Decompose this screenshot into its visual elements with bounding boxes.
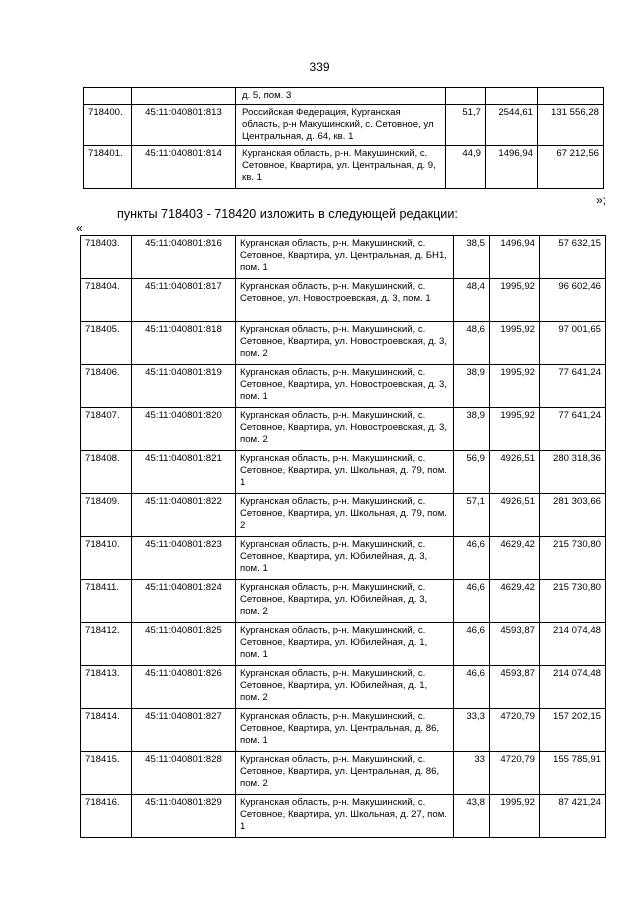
area-value: 57,1 — [454, 494, 490, 537]
total-value: 281 303,66 — [540, 494, 606, 537]
unit-price: 4926,51 — [490, 451, 540, 494]
address: Курганская область, р-н. Макушинский, с. Сетовное, Квартира, ул. Юбилейная, д. 3, пом. 2 — [236, 580, 454, 623]
row-number: 718401. — [84, 146, 132, 189]
unit-price: 4720,79 — [490, 709, 540, 752]
total-value: 96 602,46 — [540, 279, 606, 322]
table-row — [81, 795, 606, 838]
row-number: 718414. — [81, 709, 132, 752]
unit-price: 1995,92 — [490, 795, 540, 838]
total-value: 215 730,80 — [540, 580, 606, 623]
area-value: 38,9 — [454, 408, 490, 451]
area-value: 51,7 — [446, 105, 486, 146]
cadastral-number: 45:11:040801:819 — [132, 365, 236, 408]
total-value: 280 318,36 — [540, 451, 606, 494]
total-value: 131 556,28 — [538, 105, 604, 146]
opening-quote: « — [76, 221, 83, 235]
total-value: 77 641,24 — [540, 365, 606, 408]
row-number: 718411. — [81, 580, 132, 623]
property-table-continued — [83, 87, 604, 189]
table-row — [81, 580, 606, 623]
area-value: 46,6 — [454, 623, 490, 666]
table-row — [81, 236, 606, 279]
table-row — [81, 623, 606, 666]
row-number: 718405. — [81, 322, 132, 365]
closing-quote: »; — [596, 193, 607, 207]
address: Курганская область, р-н. Макушинский, с. Сетовное, Квартира, ул. Центральная, д. 86, пом. 2 — [236, 752, 454, 795]
row-number: 718404. — [81, 279, 132, 322]
address: Курганская область, р-н. Макушинский, с. Сетовное, Квартира, ул. Центральная, д. 9, кв. 1 — [236, 146, 446, 189]
row-number: 718409. — [81, 494, 132, 537]
cadastral-number: 45:11:040801:821 — [132, 451, 236, 494]
total-value: 214 074,48 — [540, 666, 606, 709]
cadastral-number: 45:11:040801:825 — [132, 623, 236, 666]
cadastral-number: 45:11:040801:822 — [132, 494, 236, 537]
unit-price: 1496,94 — [486, 146, 538, 189]
instruction-text: пункты 718403 - 718420 изложить в следующей редакции: — [117, 207, 458, 221]
cadastral-number: 45:11:040801:823 — [132, 537, 236, 580]
row-number: 718412. — [81, 623, 132, 666]
area-value: 46,6 — [454, 537, 490, 580]
unit-price: 4720,79 — [490, 752, 540, 795]
address: Российская Федерация, Курганская область, р-н Макушинский, с. Сетовное, ул Центральная, д. 64, кв. 1 — [236, 105, 446, 146]
table-row — [81, 322, 606, 365]
cadastral-number: 45:11:040801:828 — [132, 752, 236, 795]
unit-price: 4593,87 — [490, 666, 540, 709]
address: Курганская область, р-н. Макушинский, с. Сетовное, Квартира, ул. Школьная, д. 79, пом. 2 — [236, 494, 454, 537]
area-value: 38,5 — [454, 236, 490, 279]
area-value — [446, 88, 486, 105]
unit-price: 1995,92 — [490, 279, 540, 322]
area-value: 43,8 — [454, 795, 490, 838]
row-number: 718406. — [81, 365, 132, 408]
area-value: 56,9 — [454, 451, 490, 494]
address: Курганская область, р-н. Макушинский, с. Сетовное, Квартира, ул. Центральная, д. БН1, пом. 1 — [236, 236, 454, 279]
total-value: 155 785,91 — [540, 752, 606, 795]
table-row — [81, 752, 606, 795]
unit-price: 1995,92 — [490, 365, 540, 408]
unit-price: 1995,92 — [490, 322, 540, 365]
table-row — [81, 365, 606, 408]
area-value: 38,9 — [454, 365, 490, 408]
cadastral-number: 45:11:040801:826 — [132, 666, 236, 709]
total-value: 57 632,15 — [540, 236, 606, 279]
page-number: 339 — [309, 60, 330, 74]
unit-price: 4926,51 — [490, 494, 540, 537]
table-row — [81, 279, 606, 322]
address: Курганская область, р-н. Макушинский, с. Сетовное, ул. Новостроевская, д. 3, пом. 1 — [236, 279, 454, 322]
area-value: 33 — [454, 752, 490, 795]
row-number — [84, 88, 132, 105]
cadastral-number: 45:11:040801:817 — [132, 279, 236, 322]
total-value: 77 641,24 — [540, 408, 606, 451]
area-value: 48,6 — [454, 322, 490, 365]
total-value: 97 001,65 — [540, 322, 606, 365]
unit-price: 4593,87 — [490, 623, 540, 666]
area-value: 33,3 — [454, 709, 490, 752]
cadastral-number: 45:11:040801:829 — [132, 795, 236, 838]
address: Курганская область, р-н. Макушинский, с. Сетовное, Квартира, ул. Новостроевская, д. 3, пом. 1 — [236, 365, 454, 408]
address: Курганская область, р-н. Макушинский, с. Сетовное, Квартира, ул. Центральная, д. 86, пом. 1 — [236, 709, 454, 752]
address: Курганская область, р-н. Макушинский, с. Сетовное, Квартира, ул. Новостроевская, д. 3, пом. 2 — [236, 408, 454, 451]
unit-price: 1496,94 — [490, 236, 540, 279]
address: Курганская область, р-н. Макушинский, с. Сетовное, Квартира, ул. Юбилейная, д. 1, пом. 1 — [236, 623, 454, 666]
table-row — [81, 408, 606, 451]
table-row — [84, 105, 604, 146]
cadastral-number — [132, 88, 236, 105]
cadastral-number: 45:11:040801:820 — [132, 408, 236, 451]
table-row — [81, 709, 606, 752]
address: Курганская область, р-н. Макушинский, с. Сетовное, Квартира, ул. Школьная, д. 27, пом. 1 — [236, 795, 454, 838]
area-value: 46,6 — [454, 666, 490, 709]
cadastral-number: 45:11:040801:816 — [132, 236, 236, 279]
row-number: 718410. — [81, 537, 132, 580]
total-value: 214 074,48 — [540, 623, 606, 666]
total-value: 67 212,56 — [538, 146, 604, 189]
table-row — [81, 537, 606, 580]
unit-price: 4629,42 — [490, 580, 540, 623]
cadastral-number: 45:11:040801:824 — [132, 580, 236, 623]
total-value: 215 730,80 — [540, 537, 606, 580]
address: Курганская область, р-н. Макушинский, с. Сетовное, Квартира, ул. Школьная, д. 79, пом. 1 — [236, 451, 454, 494]
row-number: 718403. — [81, 236, 132, 279]
row-number: 718416. — [81, 795, 132, 838]
row-number: 718413. — [81, 666, 132, 709]
cadastral-number: 45:11:040801:813 — [132, 105, 236, 146]
table-row — [84, 146, 604, 189]
total-value: 87 421,24 — [540, 795, 606, 838]
address: Курганская область, р-н. Макушинский, с. Сетовное, Квартира, ул. Новостроевская, д. 3, пом. 2 — [236, 322, 454, 365]
unit-price: 1995,92 — [490, 408, 540, 451]
area-value: 48,4 — [454, 279, 490, 322]
unit-price: 2544,61 — [486, 105, 538, 146]
cadastral-number: 45:11:040801:827 — [132, 709, 236, 752]
total-value: 157 202,15 — [540, 709, 606, 752]
cadastral-number: 45:11:040801:818 — [132, 322, 236, 365]
area-value: 46,6 — [454, 580, 490, 623]
row-number: 718400. — [84, 105, 132, 146]
total-value — [538, 88, 604, 105]
row-number: 718408. — [81, 451, 132, 494]
address: д. 5, пом. 3 — [236, 88, 446, 105]
area-value: 44,9 — [446, 146, 486, 189]
unit-price: 4629,42 — [490, 537, 540, 580]
property-table — [80, 235, 606, 838]
address: Курганская область, р-н. Макушинский, с. Сетовное, Квартира, ул. Юбилейная, д. 1, пом. 2 — [236, 666, 454, 709]
table-row — [81, 494, 606, 537]
address: Курганская область, р-н. Макушинский, с. Сетовное, Квартира, ул. Юбилейная, д. 3, пом. 1 — [236, 537, 454, 580]
cadastral-number: 45:11:040801:814 — [132, 146, 236, 189]
table-row — [84, 88, 604, 105]
unit-price — [486, 88, 538, 105]
table-row — [81, 451, 606, 494]
table-row — [81, 666, 606, 709]
row-number: 718407. — [81, 408, 132, 451]
row-number: 718415. — [81, 752, 132, 795]
